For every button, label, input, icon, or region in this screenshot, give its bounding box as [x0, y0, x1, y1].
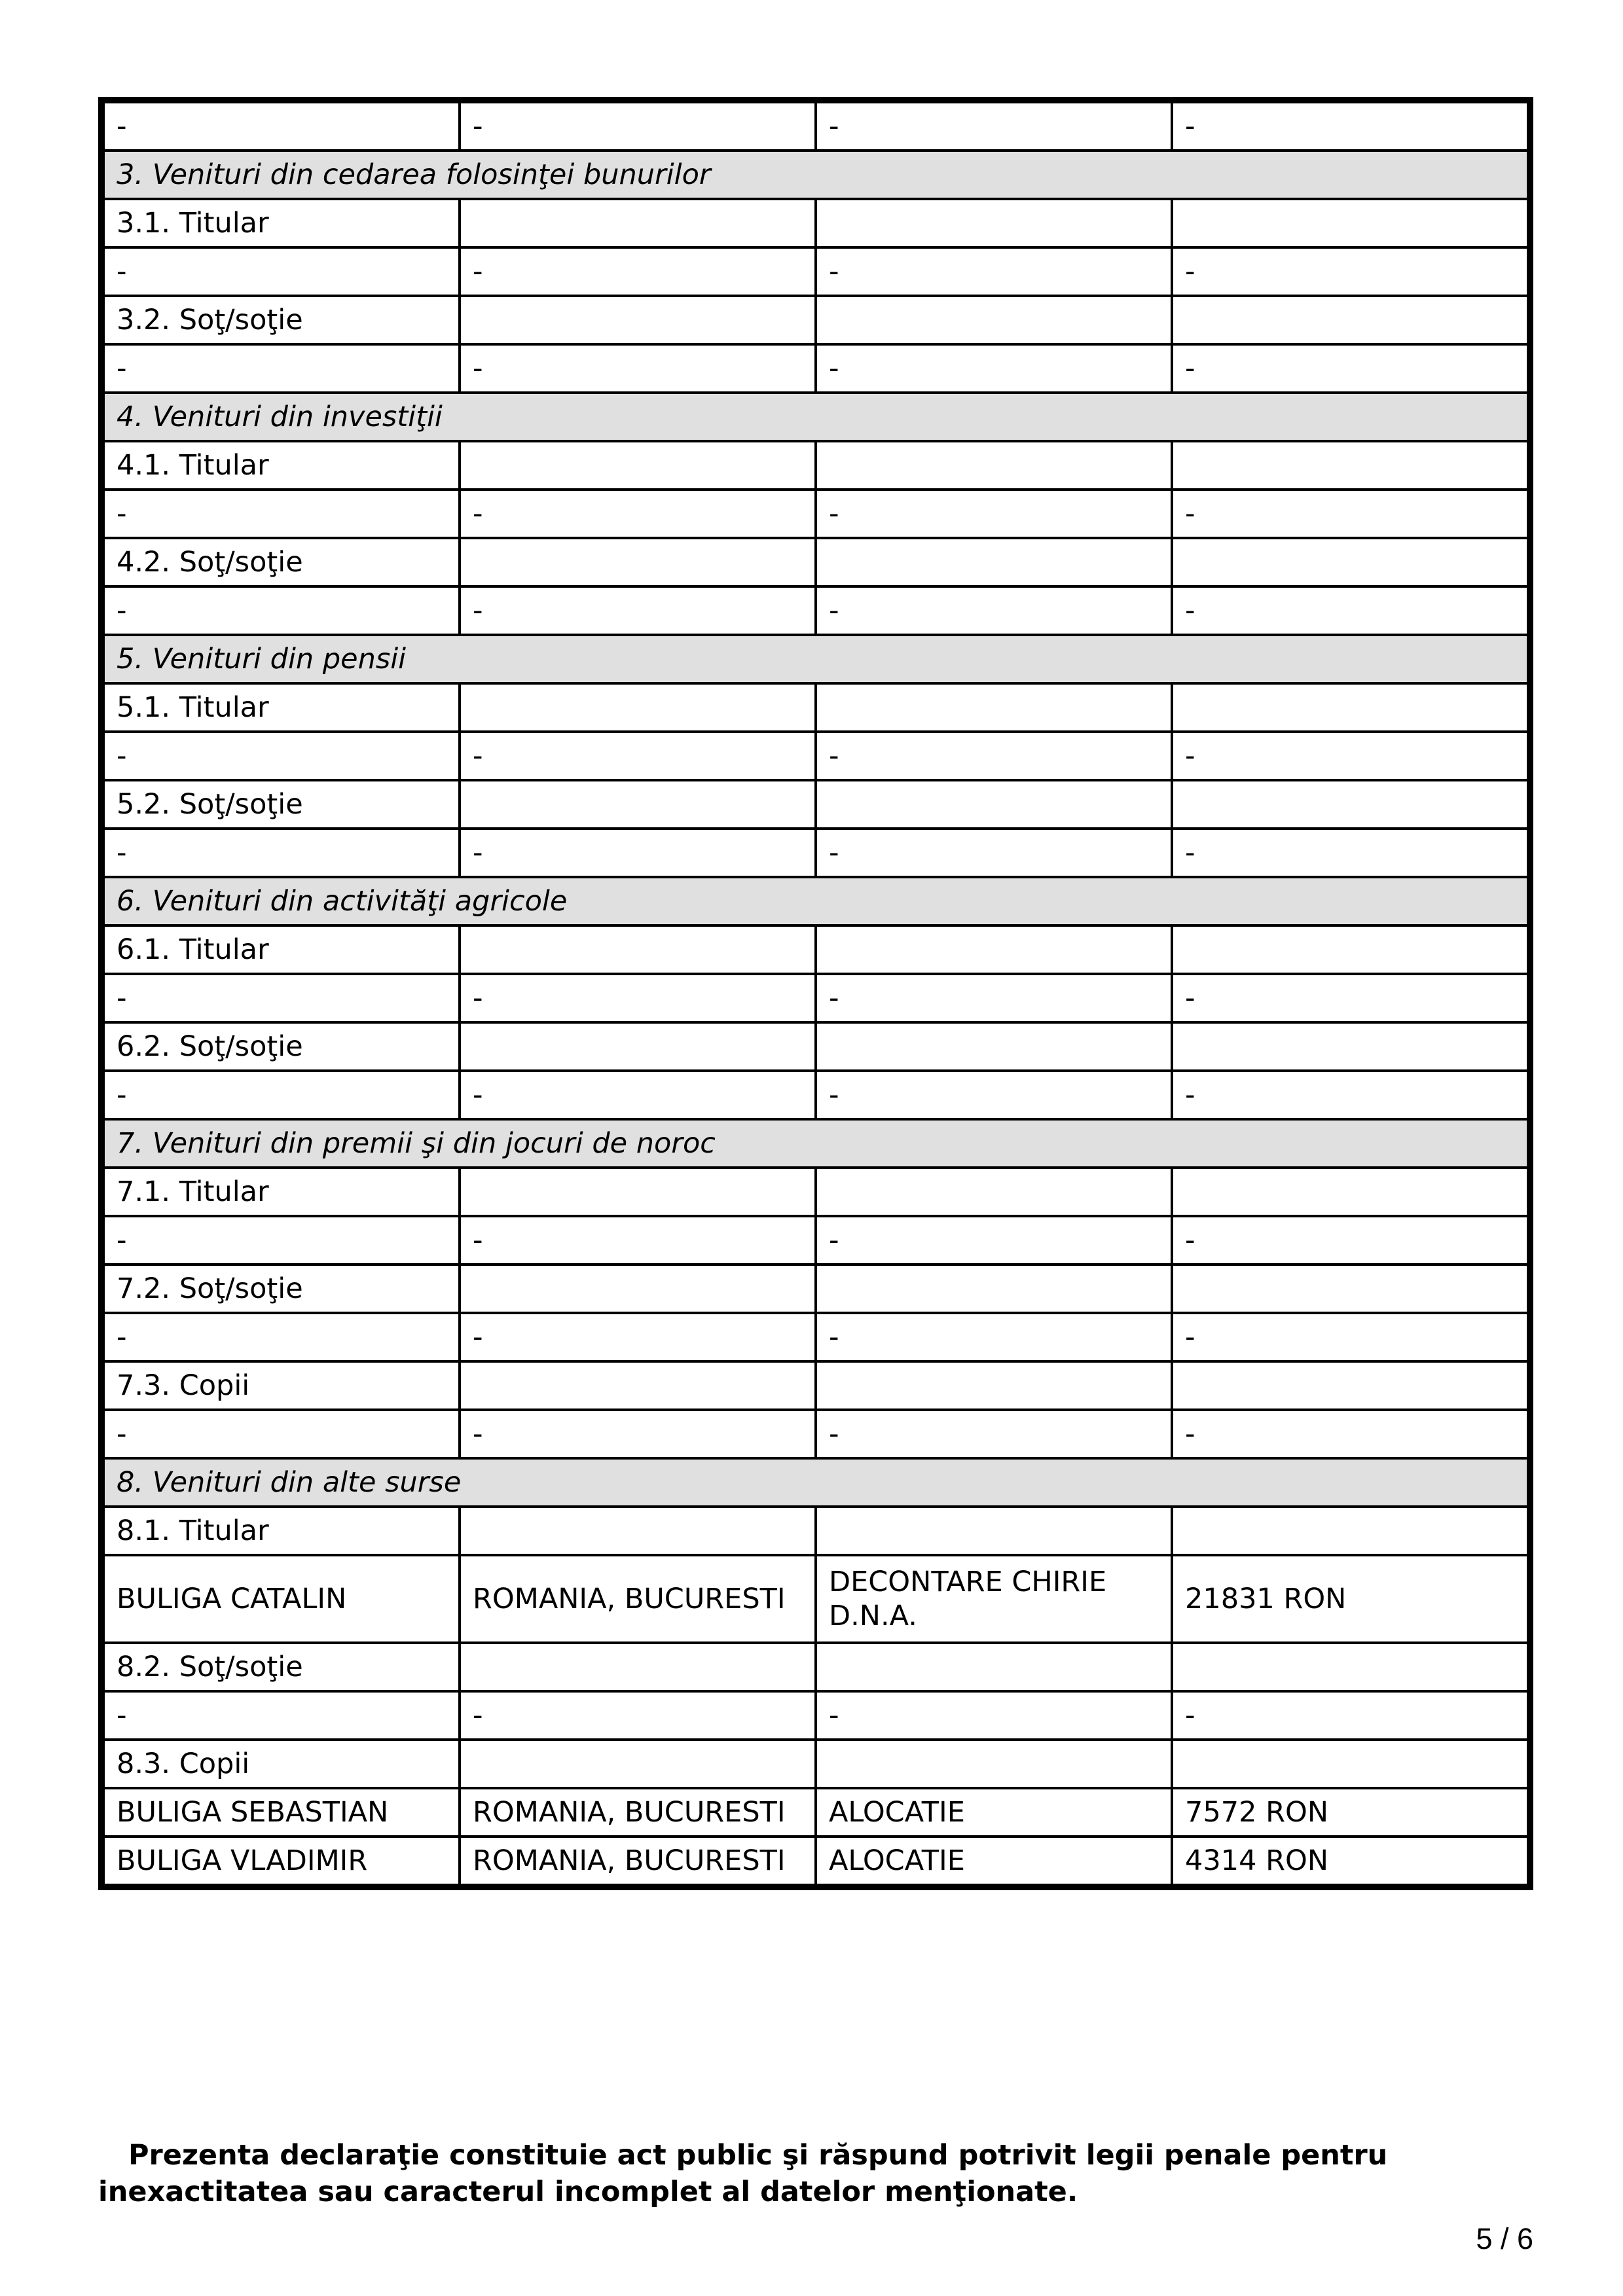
table-cell: -: [103, 1313, 460, 1361]
table-cell: ROMANIA, BUCURESTI: [460, 1837, 816, 1885]
table-cell: -: [816, 1410, 1172, 1458]
table-cell: [1172, 683, 1528, 732]
table-cell: [460, 1022, 816, 1071]
table-cell: [1172, 1740, 1528, 1788]
table-row: [103, 490, 1528, 538]
table-cell: [816, 1265, 1172, 1313]
table-cell: -: [460, 1691, 816, 1740]
table-cell: -: [460, 247, 816, 296]
table-cell: [816, 199, 1172, 247]
section-header-row: [103, 1458, 1528, 1507]
table-cell: [460, 1643, 816, 1691]
table-cell: BULIGA SEBASTIAN: [103, 1788, 460, 1837]
table-cell: -: [1172, 1691, 1528, 1740]
table-row: [103, 586, 1528, 635]
table-cell: 8.1. Titular: [103, 1507, 460, 1555]
table-cell: -: [1172, 344, 1528, 393]
table-cell: 3.2. Soţ/soţie: [103, 296, 460, 344]
table-cell: [1172, 1507, 1528, 1555]
table-cell: [460, 925, 816, 974]
table-cell: 7.2. Soţ/soţie: [103, 1265, 460, 1313]
table-cell: -: [816, 1691, 1172, 1740]
section-title: 4. Venituri din investiţii: [103, 393, 1528, 441]
income-declaration-table: [98, 97, 1533, 1890]
table-row: [103, 925, 1528, 974]
table-cell: -: [460, 974, 816, 1022]
section-title: 5. Venituri din pensii: [103, 635, 1528, 683]
table-row: [103, 1788, 1528, 1837]
table-cell: [816, 1643, 1172, 1691]
table-cell: -: [460, 829, 816, 877]
table-row: [103, 1643, 1528, 1691]
table-cell: -: [1172, 1216, 1528, 1265]
section-header-row: [103, 635, 1528, 683]
table-cell: [816, 538, 1172, 586]
table-row: [103, 1555, 1528, 1643]
table-cell: [816, 1740, 1172, 1788]
table-cell: [816, 296, 1172, 344]
table-cell: 7.3. Copii: [103, 1361, 460, 1410]
table-row: [103, 829, 1528, 877]
table-row: [103, 732, 1528, 780]
table-cell: [816, 780, 1172, 829]
table-cell: [460, 1168, 816, 1216]
table-cell: [1172, 780, 1528, 829]
table-row: [103, 1837, 1528, 1885]
table-cell: -: [816, 490, 1172, 538]
table-cell: -: [103, 586, 460, 635]
table-row: [103, 1361, 1528, 1410]
table-cell: 7.1. Titular: [103, 1168, 460, 1216]
table-row: [103, 1265, 1528, 1313]
table-cell: [1172, 199, 1528, 247]
table-cell: [1172, 538, 1528, 586]
table-cell: -: [816, 829, 1172, 877]
table-row: [103, 1410, 1528, 1458]
table-cell: ROMANIA, BUCURESTI: [460, 1555, 816, 1643]
table-cell: -: [1172, 1410, 1528, 1458]
table-cell: [460, 441, 816, 490]
section-title: 3. Venituri din cedarea folosinţei bunurilor: [103, 151, 1528, 199]
table-row: [103, 296, 1528, 344]
table-cell: 3.1. Titular: [103, 199, 460, 247]
table-cell: -: [1172, 1313, 1528, 1361]
table-cell: -: [1172, 732, 1528, 780]
table-cell: -: [103, 1071, 460, 1119]
table-cell: -: [816, 247, 1172, 296]
table-cell: [1172, 296, 1528, 344]
section-header-row: [103, 1119, 1528, 1168]
table-cell: -: [103, 102, 460, 151]
table-cell: [816, 925, 1172, 974]
table-row: [103, 1071, 1528, 1119]
table-cell: [460, 1265, 816, 1313]
table-row: [103, 1022, 1528, 1071]
table-cell: 7572 RON: [1172, 1788, 1528, 1837]
table-row: [103, 344, 1528, 393]
table-cell: [460, 1740, 816, 1788]
table-cell: -: [460, 732, 816, 780]
table-cell: -: [460, 490, 816, 538]
table-cell: 6.1. Titular: [103, 925, 460, 974]
table-cell: ROMANIA, BUCURESTI: [460, 1788, 816, 1837]
table-cell: -: [816, 102, 1172, 151]
table-cell: -: [1172, 102, 1528, 151]
section-title: 7. Venituri din premii şi din jocuri de noroc: [103, 1119, 1528, 1168]
table-cell: -: [1172, 974, 1528, 1022]
table-cell: [816, 1507, 1172, 1555]
table-cell: -: [460, 344, 816, 393]
table-cell: -: [103, 1216, 460, 1265]
table-cell: -: [1172, 586, 1528, 635]
table-cell: 4314 RON: [1172, 1837, 1528, 1885]
table-cell: [460, 199, 816, 247]
table-cell: -: [816, 1313, 1172, 1361]
page-number: 5 / 6: [1476, 2222, 1533, 2255]
section-header-row: [103, 151, 1528, 199]
table-row: [103, 441, 1528, 490]
table-row: [103, 1216, 1528, 1265]
table-cell: 5.1. Titular: [103, 683, 460, 732]
table-row: [103, 683, 1528, 732]
table-cell: -: [1172, 1071, 1528, 1119]
table-cell: -: [103, 1691, 460, 1740]
table-cell: [816, 1168, 1172, 1216]
table-cell: -: [103, 247, 460, 296]
table-cell: -: [103, 829, 460, 877]
table-cell: -: [460, 102, 816, 151]
table-row: [103, 1691, 1528, 1740]
table-row: [103, 247, 1528, 296]
table-cell: [1172, 1168, 1528, 1216]
table-cell: -: [460, 586, 816, 635]
table-cell: -: [816, 732, 1172, 780]
table-cell: [1172, 1022, 1528, 1071]
table-cell: [816, 1022, 1172, 1071]
table-cell: [460, 1361, 816, 1410]
table-cell: ALOCATIE: [816, 1837, 1172, 1885]
table-row: [103, 974, 1528, 1022]
section-header-row: [103, 877, 1528, 925]
table-cell: -: [460, 1071, 816, 1119]
table-cell: 4.1. Titular: [103, 441, 460, 490]
table-row: [103, 1168, 1528, 1216]
section-title: 6. Venituri din activităţi agricole: [103, 877, 1528, 925]
table-cell: [1172, 1643, 1528, 1691]
table-cell: -: [816, 344, 1172, 393]
table-cell: -: [1172, 829, 1528, 877]
table-cell: -: [1172, 247, 1528, 296]
table-cell: ALOCATIE: [816, 1788, 1172, 1837]
table-cell: [1172, 441, 1528, 490]
table-cell: [460, 296, 816, 344]
table-cell: -: [103, 344, 460, 393]
table-cell: [460, 683, 816, 732]
table-cell: -: [103, 490, 460, 538]
table-cell: [816, 683, 1172, 732]
table-cell: -: [460, 1410, 816, 1458]
table-row: [103, 1313, 1528, 1361]
section-header-row: [103, 393, 1528, 441]
table-cell: -: [460, 1216, 816, 1265]
table-cell: [460, 1507, 816, 1555]
table-cell: -: [1172, 490, 1528, 538]
table-cell: -: [460, 1313, 816, 1361]
table-cell: DECONTARE CHIRIE D.N.A.: [816, 1555, 1172, 1643]
table-cell: -: [103, 732, 460, 780]
table-cell: 21831 RON: [1172, 1555, 1528, 1643]
table-cell: [816, 441, 1172, 490]
table-row: [103, 538, 1528, 586]
table-cell: -: [103, 974, 460, 1022]
table-cell: 6.2. Soţ/soţie: [103, 1022, 460, 1071]
table-cell: 4.2. Soţ/soţie: [103, 538, 460, 586]
table-cell: [460, 780, 816, 829]
table-body: [103, 102, 1528, 1885]
table-row: [103, 199, 1528, 247]
table-cell: [1172, 1265, 1528, 1313]
table-cell: 5.2. Soţ/soţie: [103, 780, 460, 829]
table-cell: [1172, 925, 1528, 974]
table-row: [103, 780, 1528, 829]
public-act-statement: Prezenta declaraţie constituie act public şi răspund potrivit legii penale pentru inexactitatea sau caracterul incomplet al datelor menţionate.: [98, 2139, 1388, 2208]
table-cell: [1172, 1361, 1528, 1410]
section-title: 8. Venituri din alte surse: [103, 1458, 1528, 1507]
table-cell: -: [816, 974, 1172, 1022]
table-cell: -: [816, 1071, 1172, 1119]
table-cell: -: [816, 586, 1172, 635]
table-cell: -: [103, 1410, 460, 1458]
table-cell: BULIGA CATALIN: [103, 1555, 460, 1643]
table-cell: -: [816, 1216, 1172, 1265]
table-cell: 8.3. Copii: [103, 1740, 460, 1788]
table-cell: 8.2. Soţ/soţie: [103, 1643, 460, 1691]
table-row: [103, 102, 1528, 151]
table-row: [103, 1740, 1528, 1788]
table-cell: [460, 538, 816, 586]
table-row: [103, 1507, 1528, 1555]
table-cell: BULIGA VLADIMIR: [103, 1837, 460, 1885]
table-cell: [816, 1361, 1172, 1410]
